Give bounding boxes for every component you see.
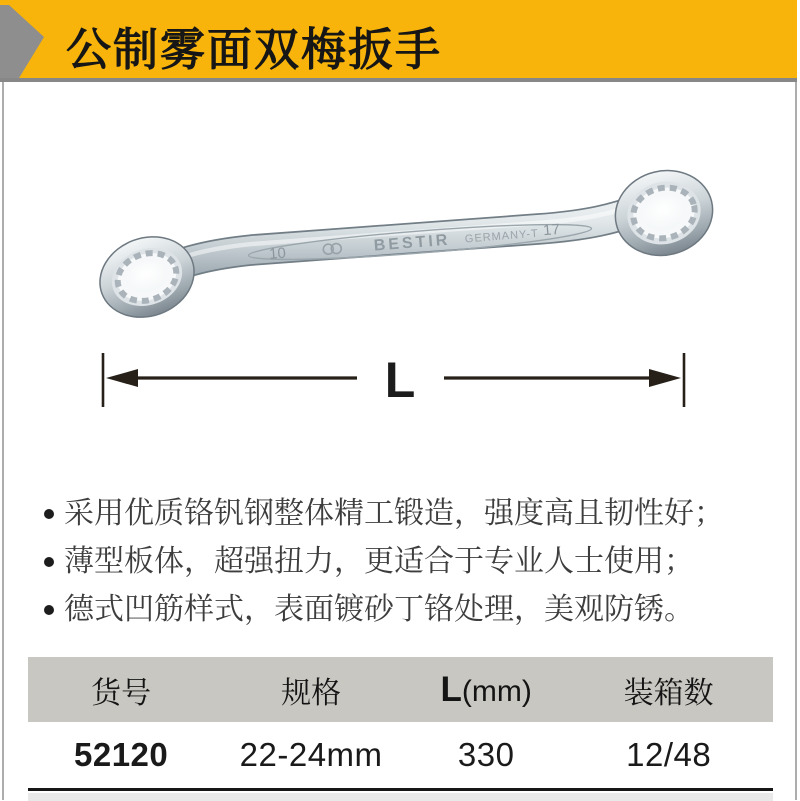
header-spec: 规格	[281, 676, 342, 710]
feature-text: 采用优质铬钒钢整体精工锻造，强度高且韧性好；	[64, 497, 724, 530]
header-length-symbol: L	[440, 669, 462, 709]
bullet-icon	[44, 509, 54, 519]
ribbon-fold-icon	[0, 0, 60, 78]
engraving-size-left: 10	[268, 244, 287, 263]
feature-list	[44, 492, 760, 636]
header-item-no: 货号	[91, 676, 152, 710]
page-border-left	[2, 82, 4, 800]
bullet-icon	[44, 557, 54, 567]
wrench-ring-right	[606, 160, 720, 265]
product-image-wrench	[80, 150, 720, 320]
wrench-ring-left	[89, 224, 206, 320]
engraving-brand: BESTIR	[373, 231, 451, 255]
table-bottom-rule	[28, 788, 773, 791]
header-length-unit: (mm)	[461, 674, 532, 708]
table-row	[28, 722, 773, 788]
banner-underline	[0, 78, 797, 82]
table-header-row	[28, 657, 773, 722]
feature-text: 薄型板体，超强扭力，更适合于专业人士使用；	[64, 545, 694, 578]
bullet-icon	[44, 605, 54, 615]
page-title: 公制雾面双梅扳手	[66, 24, 443, 75]
dimension-label: L	[384, 352, 416, 408]
spec-table	[28, 657, 773, 801]
cell-item-no: 52120	[73, 736, 169, 773]
engraving-origin: GERMANY-T	[464, 227, 540, 246]
header-pack-qty: 装箱数	[623, 676, 714, 710]
feature-text: 德式凹筋样式，表面镀砂丁铬处理，美观防锈。	[64, 593, 694, 626]
engraving-size-right: 17	[542, 221, 561, 240]
header-length	[408, 670, 564, 710]
cell-spec: 22-24mm	[239, 736, 383, 773]
list-item	[44, 588, 760, 636]
arrowhead-right-icon	[649, 369, 681, 387]
title-banner	[0, 0, 797, 78]
cell-length: 330	[457, 736, 515, 773]
arrowhead-left-icon	[106, 369, 138, 387]
list-item	[44, 540, 760, 588]
list-item	[44, 492, 760, 540]
dimension-drawing	[80, 340, 720, 420]
cell-pack-qty: 12/48	[626, 736, 712, 773]
page-border-right	[795, 82, 797, 800]
